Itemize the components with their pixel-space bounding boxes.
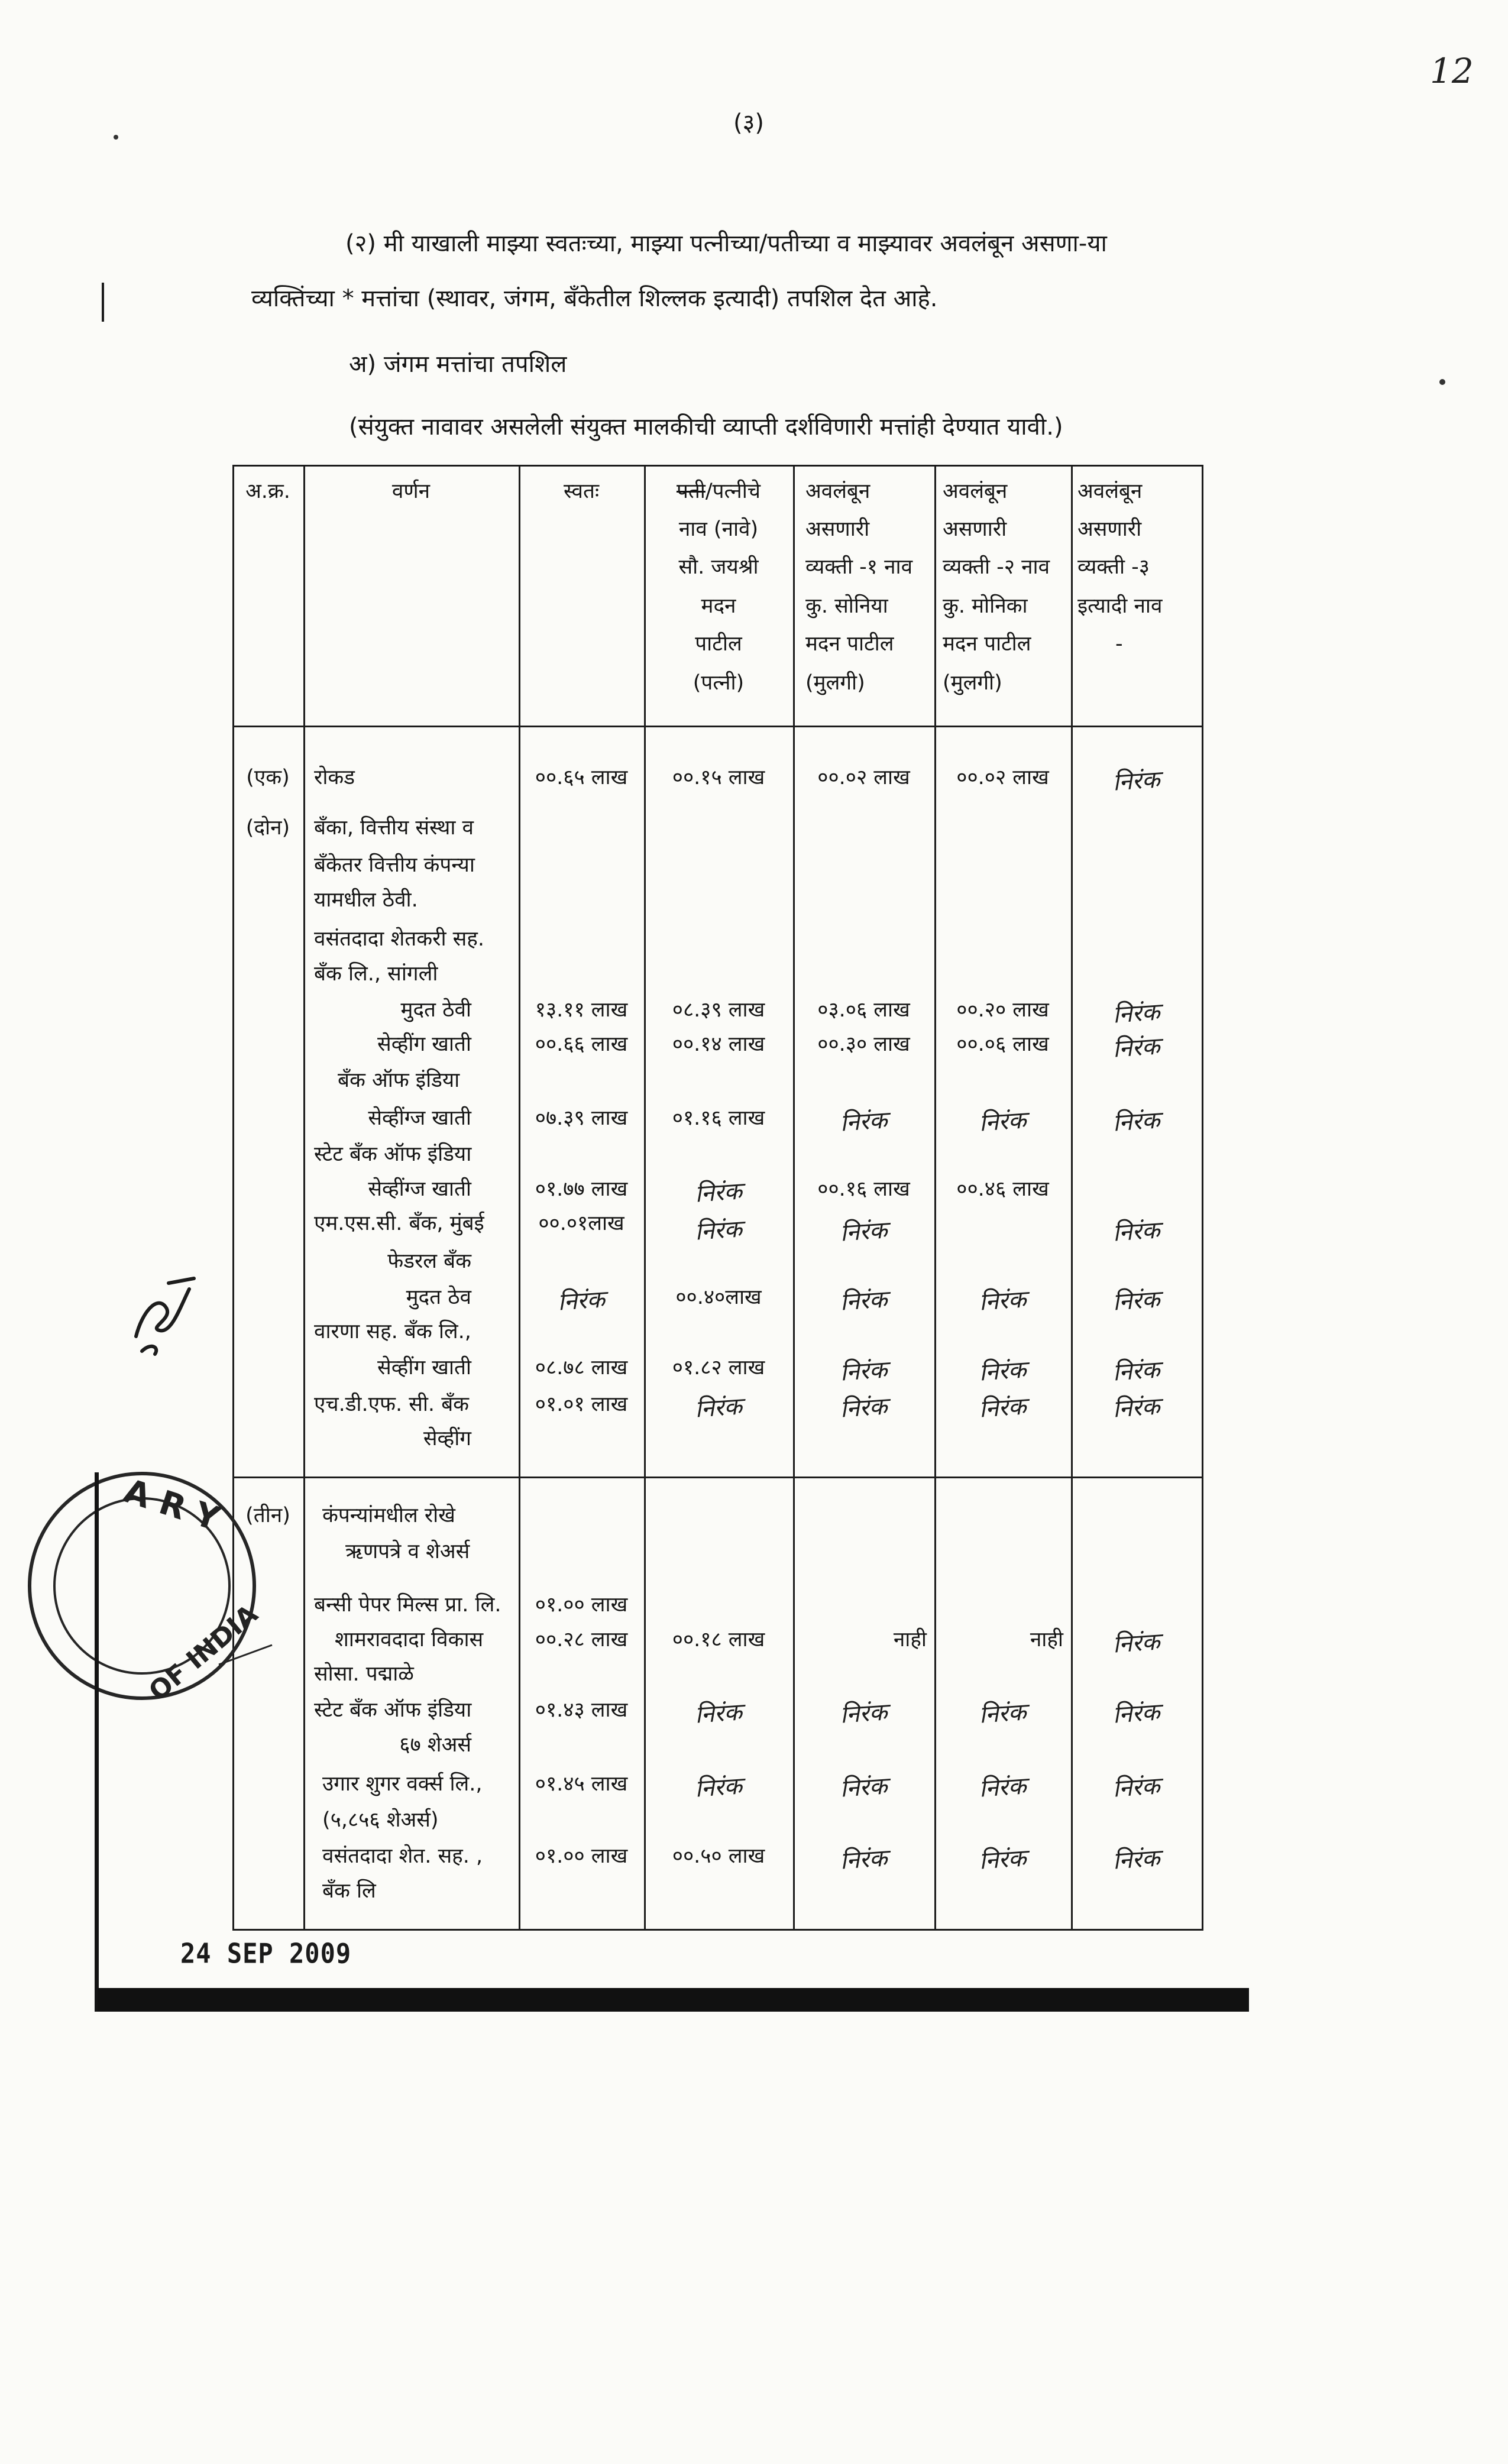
dependent-1-cell: निरंक — [839, 1393, 888, 1423]
table-header-row — [0, 478, 1508, 504]
description-cell: एच.डी.एफ. सी. बँक — [314, 1393, 470, 1416]
description-cell: यामधील ठेवी. — [314, 888, 418, 912]
self-amount-cell: निरंक — [556, 1286, 606, 1316]
header-spouse-line — [644, 478, 793, 504]
self-amount-cell: ०१.०१ लाख — [535, 1393, 628, 1416]
dependent-2-cell: निरंक — [978, 1286, 1027, 1316]
spouse-amount-cell: ०१.८२ लाख — [672, 1356, 765, 1380]
description-cell: सेव्हींग खाती — [377, 1032, 471, 1056]
table-row — [0, 1807, 1508, 1833]
table-row — [0, 1248, 1508, 1274]
section-note: (संयुक्त नावावर असलेली संयुक्त मालकीची व्याप्ती दर्शविणारी मत्तांही देण्यात यावी.) — [349, 413, 1063, 441]
dependent-1-cell: निरंक — [839, 1844, 888, 1875]
page-marker: (३) — [733, 109, 765, 137]
scan-bottom-bar — [98, 1988, 1249, 2012]
header-dep2-line: व्यक्ती -२ नाव — [943, 555, 1050, 579]
spouse-amount-cell: निरंक — [694, 1772, 743, 1803]
dependent-1-cell: ००.१६ लाख — [817, 1177, 910, 1201]
description-cell: बँक लि — [322, 1879, 376, 1903]
header-dep1-line: मदन पाटील — [805, 632, 894, 656]
dependent-2-cell: निरंक — [978, 1844, 1027, 1875]
description-cell: एम.एस.सी. बँक, मुंबई — [314, 1212, 484, 1235]
dependent-1-cell: नाही — [893, 1628, 927, 1652]
description-cell: ६७ शेअर्स — [399, 1733, 471, 1757]
scan-edge-line — [95, 1472, 99, 2012]
library-stamp — [24, 1461, 278, 1715]
dependent-2-cell: निरंक — [978, 1356, 1027, 1387]
scan-speck — [114, 135, 118, 140]
header-dep1-line: कु. सोनिया — [805, 594, 888, 618]
dependent-2-cell: नाही — [1030, 1628, 1063, 1652]
description-cell: वारणा सह. बँक लि., — [314, 1320, 471, 1343]
spouse-amount-cell: निरंक — [694, 1215, 743, 1246]
header-dep1-line: अवलंबून — [805, 480, 871, 503]
self-amount-cell: ०१.४३ लाख — [535, 1698, 628, 1722]
description-cell: वसंतदादा शेतकरी सह. — [314, 927, 485, 951]
table-row — [0, 1105, 1508, 1137]
table-row — [0, 1391, 1508, 1423]
dependent-3-cell: निरंक — [1112, 1628, 1161, 1659]
spouse-amount-cell: ००.४०लाख — [675, 1286, 762, 1309]
description-cell: ऋणपत्रे व शेअर्स — [345, 1540, 470, 1563]
dependent-2-cell: ००.२० लाख — [956, 998, 1049, 1022]
header-spouse-line: सौ. जयश्री — [678, 555, 759, 579]
table-bottom-border — [232, 1929, 1203, 1931]
dependent-3-cell: निरंक — [1112, 1772, 1161, 1803]
table-header-row — [0, 554, 1508, 580]
description-cell: मुदत ठेव — [406, 1286, 471, 1309]
table-row — [0, 926, 1508, 952]
dependent-1-cell: निरंक — [839, 1216, 888, 1247]
self-amount-cell: ०८.७८ लाख — [535, 1356, 628, 1380]
spouse-amount-cell: निरंक — [694, 1393, 743, 1423]
handwritten-page-number: 12 — [1430, 51, 1474, 91]
spouse-amount-cell: निरंक — [694, 1177, 743, 1208]
scan-mark — [102, 283, 104, 322]
header-dep3-line: - — [1115, 632, 1123, 656]
dependent-3-cell: निरंक — [1112, 1698, 1161, 1729]
self-amount-cell: ००.२८ लाख — [535, 1628, 628, 1652]
description-cell: शामरावदादा विकास — [335, 1628, 484, 1652]
spouse-amount-cell: ००.५० लाख — [672, 1844, 765, 1868]
self-amount-cell: ०१.०० लाख — [535, 1844, 628, 1868]
spouse-amount-cell: निरंक — [694, 1698, 743, 1729]
dependent-2-cell: निरंक — [978, 1393, 1027, 1423]
table-row — [0, 887, 1508, 913]
table-row — [0, 961, 1508, 987]
dependent-3-cell: निरंक — [1112, 1844, 1161, 1875]
header-dep3-line: व्यक्ती -३ — [1077, 555, 1150, 579]
spouse-amount-cell: ००.१५ लाख — [672, 766, 765, 789]
description-cell: बँका, वित्तीय संस्था व — [314, 816, 474, 840]
dependent-2-cell: निरंक — [978, 1698, 1027, 1729]
header-spouse-line: (पत्नी) — [692, 671, 745, 695]
header-dep2-line: (मुलगी) — [943, 671, 1002, 695]
intro-line-2: व्यक्तिंच्या * मत्तांचा (स्थावर, जंगम, बँकेतील शिल्लक इत्यादी) तपशिल देत आहे. — [251, 285, 938, 312]
dependent-3-cell: निरंक — [1112, 766, 1161, 796]
self-amount-cell: ००.६६ लाख — [535, 1032, 628, 1056]
self-amount-cell: ००.६५ लाख — [535, 766, 628, 789]
description-cell: स्टेट बँक ऑफ इंडिया — [314, 1142, 472, 1166]
description-cell: सोसा. पद्माळे — [314, 1662, 414, 1686]
header-dep1-line: व्यक्ती -१ नाव — [805, 555, 913, 579]
dependent-2-cell: ००.४६ लाख — [956, 1177, 1049, 1201]
table-row — [0, 1878, 1508, 1904]
dependent-3-cell: निरंक — [1112, 1393, 1161, 1423]
spouse-amount-cell: ०१.१६ लाख — [672, 1106, 765, 1130]
table-row — [0, 1210, 1508, 1247]
dependent-3-cell: निरंक — [1112, 1106, 1161, 1137]
header-dep2-line: कु. मोनिका — [943, 594, 1028, 618]
spouse-amount-cell: ०८.३९ लाख — [672, 998, 765, 1022]
header-spouse-struck: पती — [676, 480, 706, 503]
table-row — [0, 1176, 1508, 1208]
header-self: स्वतः — [563, 480, 600, 503]
header-dep1-line: असणारी — [805, 517, 870, 541]
table-row — [0, 1355, 1508, 1387]
table-row — [0, 1732, 1508, 1758]
scan-speck — [1439, 379, 1445, 385]
description-cell: स्टेट बँक ऑफ इंडिया — [314, 1698, 472, 1722]
serial-cell: (एक) — [246, 766, 290, 789]
dependent-1-cell: ००.३० लाख — [817, 1032, 910, 1056]
date-stamp: 24 SEP 2009 — [180, 1937, 352, 1970]
description-cell: उगार शुगर वर्क्स लि., — [322, 1772, 483, 1796]
description-cell: सेव्हींग्ज खाती — [368, 1177, 471, 1201]
header-dep3-line: असणारी — [1077, 517, 1142, 541]
dependent-1-cell: ०३.०६ लाख — [817, 998, 910, 1022]
header-serial: अ.क्र. — [245, 480, 290, 503]
self-amount-cell: ०१.७७ लाख — [535, 1177, 628, 1201]
section-heading: अ) जंगम मत्तांचा तपशिल — [349, 351, 567, 378]
header-spouse-line: पाटील — [695, 632, 742, 656]
table-header-row — [0, 631, 1508, 657]
description-cell: (५,८५६ शेअर्स) — [322, 1808, 439, 1832]
table-row — [0, 1284, 1508, 1316]
description-cell: बँकेतर वित्तीय कंपन्या — [314, 853, 475, 877]
spouse-amount-cell: ००.१४ लाख — [672, 1032, 765, 1056]
margin-initials-mark — [124, 1271, 204, 1357]
table-row — [0, 1141, 1508, 1167]
dependent-1-cell: निरंक — [839, 1772, 888, 1803]
spouse-amount-cell: ००.१८ लाख — [672, 1628, 765, 1652]
dependent-1-cell: निरंक — [839, 1698, 888, 1729]
description-cell: कंपन्यांमधील रोखे — [322, 1504, 455, 1527]
header-spouse-line: नाव (नावे) — [678, 517, 759, 541]
table-row — [0, 1031, 1508, 1063]
dependent-3-cell: निरंक — [1112, 1286, 1161, 1316]
dependent-1-cell: निरंक — [839, 1286, 888, 1316]
dependent-2-cell: निरंक — [978, 1772, 1027, 1803]
header-dep2-line: असणारी — [943, 517, 1007, 541]
description-cell: बँक लि., सांगली — [314, 962, 438, 986]
serial-cell: (तीन) — [245, 1504, 290, 1527]
dependent-3-cell: निरंक — [1112, 1216, 1161, 1247]
table-top-border — [232, 465, 1203, 467]
table-header-divider — [232, 726, 1203, 727]
self-amount-cell: ००.०१लाख — [538, 1212, 624, 1235]
table-row — [0, 1426, 1508, 1452]
dependent-3-cell: निरंक — [1112, 998, 1161, 1029]
description-cell: सेव्हींग्ज खाती — [368, 1106, 471, 1130]
table-row — [0, 1771, 1508, 1803]
dependent-3-cell: निरंक — [1112, 1356, 1161, 1387]
table-row — [0, 852, 1508, 878]
header-spouse-line: मदन — [701, 594, 736, 618]
dependent-3-cell: निरंक — [1112, 1032, 1161, 1063]
header-dep2-line: मदन पाटील — [943, 632, 1031, 656]
description-cell: मुदत ठेवी — [400, 998, 471, 1022]
dependent-1-cell: निरंक — [839, 1356, 888, 1387]
header-description: वर्णन — [391, 480, 431, 503]
table-row — [0, 765, 1508, 796]
description-cell: सेव्हींग खाती — [377, 1356, 471, 1380]
stamp-text-bottom: OF INDIA — [143, 1599, 264, 1707]
description-cell: बँक ऑफ इंडिया — [338, 1069, 460, 1092]
dependent-1-cell: ००.०२ लाख — [817, 766, 910, 789]
serial-cell: (दोन) — [245, 816, 290, 840]
self-amount-cell: ०१.०० लाख — [535, 1593, 628, 1617]
dependent-1-cell: निरंक — [839, 1106, 888, 1137]
dependent-2-cell: ००.०६ लाख — [956, 1032, 1049, 1056]
header-spouse-rest: /पत्नीचे — [705, 480, 761, 503]
table-row — [0, 1067, 1508, 1093]
self-amount-cell: ०१.४५ लाख — [535, 1772, 628, 1796]
table-row — [0, 1843, 1508, 1875]
header-dep2-line: अवलंबून — [943, 480, 1008, 503]
header-dep1-line: (मुलगी) — [805, 671, 865, 695]
header-dep3-line: अवलंबून — [1077, 480, 1143, 503]
table-row — [0, 1319, 1508, 1345]
description-cell: फेडरल बँक — [387, 1249, 471, 1273]
table-header-row — [0, 670, 1508, 696]
table-header-row — [0, 516, 1508, 542]
self-amount-cell: १३.११ लाख — [535, 998, 628, 1022]
description-cell: बन्सी पेपर मिल्स प्रा. लि. — [314, 1593, 501, 1617]
table-row — [0, 997, 1508, 1029]
header-dep3-line: इत्यादी नाव — [1077, 594, 1163, 618]
dependent-2-cell: निरंक — [978, 1106, 1027, 1137]
table-row — [0, 815, 1508, 841]
table-section-divider — [232, 1477, 1203, 1478]
table-header-row — [0, 593, 1508, 619]
description-cell: रोकड — [314, 766, 355, 789]
description-cell: सेव्हींग — [423, 1427, 471, 1450]
dependent-2-cell: ००.०२ लाख — [956, 766, 1049, 789]
intro-line-1: (२) मी याखाली माझ्या स्वतःच्या, माझ्या पत्नीच्या/पतीच्या व माझ्यावर अवलंबून असणा-या — [345, 230, 1107, 257]
stamp-text-top: A R Y — [119, 1472, 225, 1539]
description-cell: वसंतदादा शेत. सह. , — [322, 1844, 483, 1868]
self-amount-cell: ०७.३९ लाख — [535, 1106, 628, 1130]
